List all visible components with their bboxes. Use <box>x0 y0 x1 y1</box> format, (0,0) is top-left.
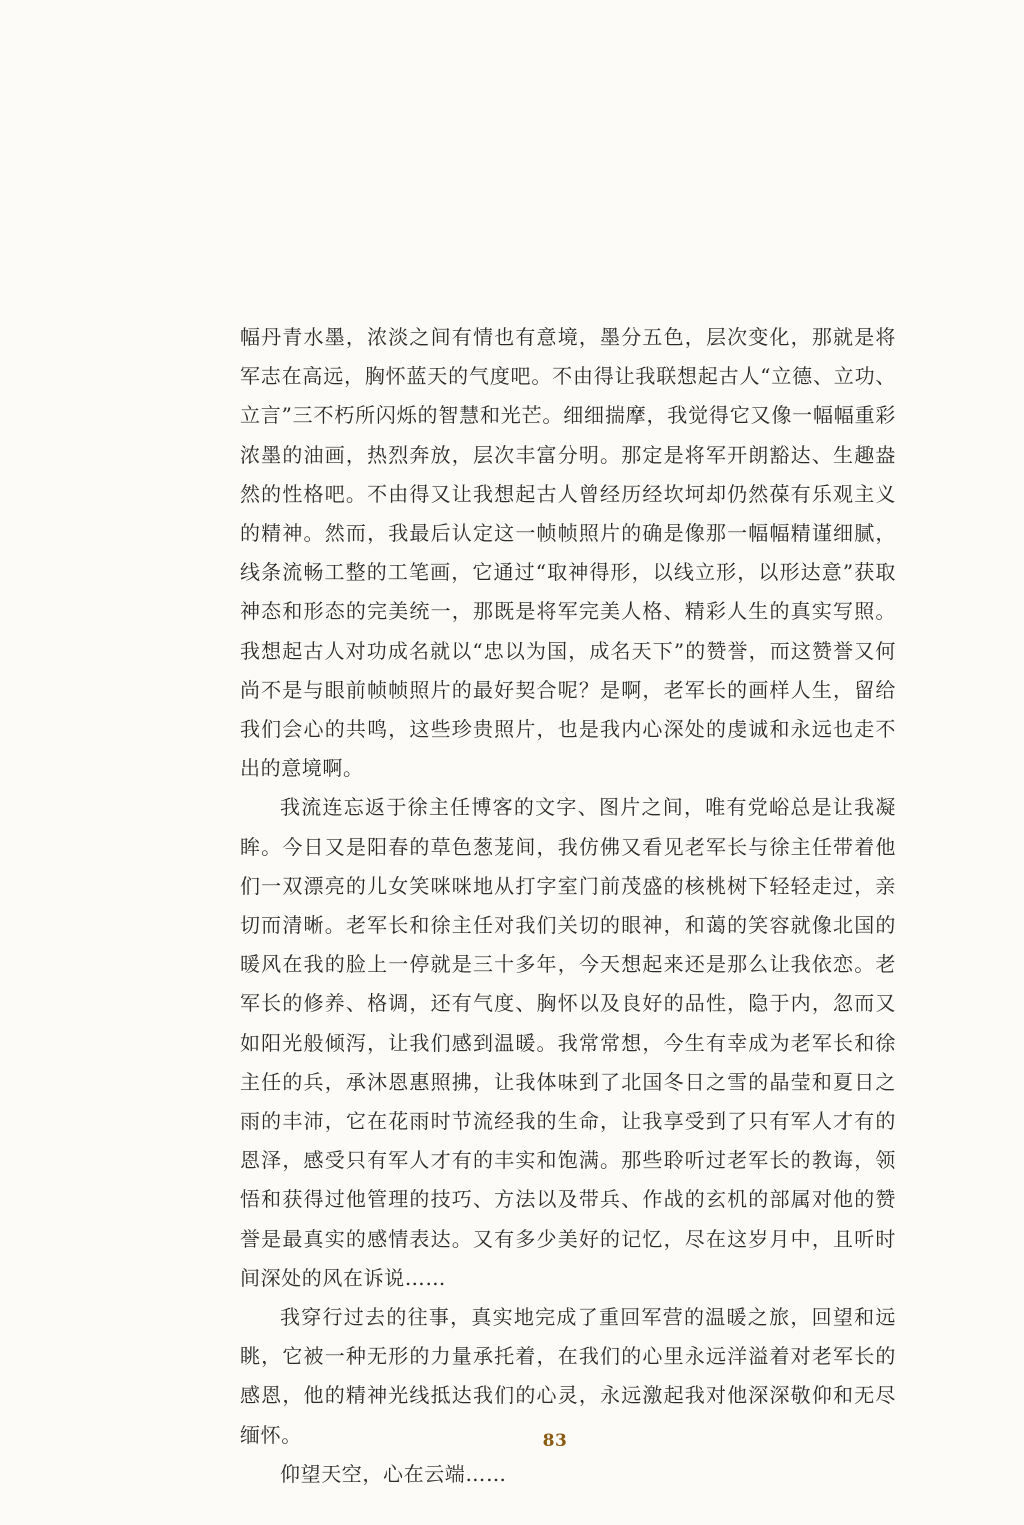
paragraph-4: 仰望天空，心在云端…… <box>280 1461 507 1486</box>
paragraph-2: 我流连忘返于徐主任博客的文字、图片之间，唯有党峪总是让我凝眸。今日又是阳春的草色葱茏间，我仿佛又看见老军长与徐主任带着他们一双漂亮的儿女笑咪咪地从打字室门前茂盛的核桃树下轻轻走过，亲切而清晰。老军长和徐主任对我们关切的眼神，和蔼的笑容就像北国的暖风在我的脸上一停就是三十多年，今天想起来还是那么让我依恋。老军长的修养、格调，还有气度、胸怀以及良好的品性，隐于内，忽而又如阳光般倾泻，让我们感到温暖。我常常想，今生有幸成为老军长和徐主任的兵，承沐恩惠照拂，让我体味到了北国冬日之雪的晶莹和夏日之雨的丰沛，它在花雨时节流经我的生命，让我享受到了只有军人才有的恩泽，感受只有军人才有的丰实和饱满。那些聆听过老军长的教诲，领悟和获得过他管理的技巧、方法以及带兵、作战的玄机的部属对他的赞誉是最真实的感情表达。又有多少美好的记忆，尽在这岁月中，且听时间深处的风在诉说…… <box>240 795 896 1290</box>
paragraph-3: 我穿行过去的往事，真实地完成了重回军营的温暖之旅，回望和远眺，它被一种无形的力量承托着，在我们的心里永远洋溢着对老军长的感恩，他的精神光线抵达我们的心灵，永远激起我对他深深敬仰和无尽缅怀。 <box>240 1305 896 1447</box>
paragraph-1: 幅丹青水墨，浓淡之间有情也有意境，墨分五色，层次变化，那就是将军志在高远，胸怀蓝天的气度吧。不由得让我联想起古人“立德、立功、立言”三不朽所闪烁的智慧和光芒。细细揣摩，我觉得它又像一幅幅重彩浓墨的油画，热烈奔放，层次丰富分明。那定是将军开朗豁达、生趣盎然的性格吧。不由得又让我想起古人曾经历经坎坷却仍然葆有乐观主义的精神。然而，我最后认定这一帧帧照片的确是像那一幅幅精谨细腻，线条流畅工整的工笔画，它通过“取神得形，以线立形，以形达意”获取神态和形态的完美统一，那既是将军完美人格、精彩人生的真实写照。我想起古人对功成名就以“忠以为国，成名天下”的赞誉，而这赞誉又何尚不是与眼前帧帧照片的最好契合呢？是啊，老军长的画样人生，留给我们会心的共鸣，这些珍贵照片，也是我内心深处的虔诚和永远也走不出的意境啊。 <box>240 325 896 781</box>
body-text <box>240 318 896 1494</box>
page-number: 83 <box>542 1431 568 1451</box>
